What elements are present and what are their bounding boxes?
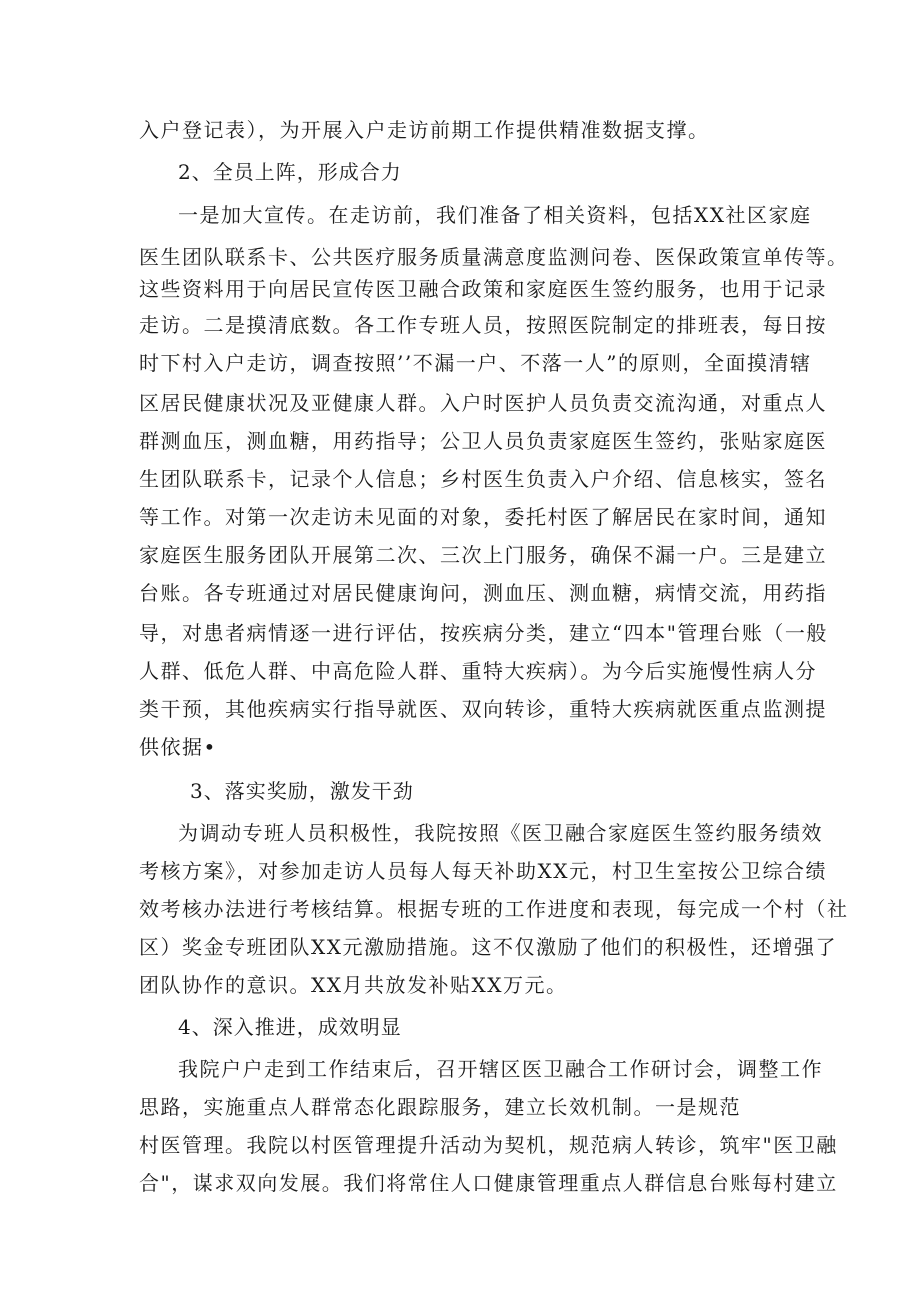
text-line: 团队协作的意识。XX月共放发补贴XX万元。	[139, 973, 568, 997]
text-line: 台账。各专班通过对居民健康询问，测血压、测血糖，病情交流，用药指	[139, 581, 827, 605]
text-line: 合"，谋求双向发展。我们将常住人口健康管理重点人群信息台账每村建立	[139, 1171, 838, 1195]
text-line: 人群、低危人群、中高危险人群、重特大疾病）。为今后实施慢性病人分	[139, 659, 817, 683]
paragraph-first-line: 为调动专班人员积极性，我院按照《医卫融合家庭医生签约服务绩效	[178, 821, 823, 845]
text-line: 等工作。对第一次走访未见面的对象，委托村医了解居民在家时间，通知	[139, 505, 827, 529]
section-heading: 3、落实奖励，激发干劲	[190, 779, 414, 803]
text-line: 入户登记表），为开展入户走访前期工作提供精准数据支撑。	[139, 118, 710, 142]
text-line: 家庭医生服务团队开展第二次、三次上门服务，确保不漏一户。三是建立	[139, 543, 827, 567]
text-line: 区）奖金专班团队XX元激励措施。这不仅激励了他们的积极性，还增强了	[139, 935, 837, 959]
text-line: 考核方案》，对参加走访人员每人每天补助XX元，村卫生室按公卫综合绩	[139, 859, 827, 883]
text-line: 走访。二是摸清底数。各工作专班人员，按照医院制定的排班表，每日按	[139, 313, 827, 337]
text-line: 时下村入户走访，调查按照’’不漏一户、不落一人”的原则，全面摸清辖	[139, 351, 812, 375]
section-heading: 2、全员上阵，形成合力	[178, 160, 402, 184]
paragraph-first-line: 一是加大宣传。在走访前，我们准备了相关资料，包括XX社区家庭	[178, 203, 812, 227]
text-line: 供依据•	[139, 735, 217, 759]
paragraph-first-line: 我院户户走到工作结束后，召开辖区医卫融合工作研讨会，调整工作	[178, 1057, 823, 1081]
text-line: 类干预，其他疾病实行指导就医、双向转诊，重特大疾病就医重点监测提	[139, 697, 827, 721]
text-line: 村医管理。我院以村医管理提升活动为契机，规范病人转诊，筑牢"医卫融	[139, 1133, 838, 1157]
text-line: 导，对患者病情逐一进行评估，按疾病分类，建立“四本"管理台账（一般	[139, 621, 828, 645]
section-heading: 4、深入推进，成效明显	[178, 1015, 402, 1039]
text-line: 思路，实施重点人群常态化跟踪服务，建立长效机制。一是规范	[139, 1095, 741, 1119]
text-line: 效考核办法进行考核结算。根据专班的工作进度和表现，每完成一个村（社	[139, 897, 849, 921]
text-line: 区居民健康状况及亚健康人群。入户时医护人员负责交流沟通，对重点人	[139, 391, 827, 415]
text-line: 群测血压，测血糖，用药指导；公卫人员负责家庭医生签约，张贴家庭医	[139, 429, 827, 453]
text-line: 医生团队联系卡、公共医疗服务质量满意度监测问卷、医保政策宣单传等。	[139, 245, 849, 269]
text-line: 生团队联系卡，记录个人信息；乡村医生负责入户介绍、信息核实，签名	[139, 467, 827, 491]
text-line: 这些资料用于向居民宣传医卫融合政策和家庭医生签约服务，也用于记录	[139, 277, 827, 301]
